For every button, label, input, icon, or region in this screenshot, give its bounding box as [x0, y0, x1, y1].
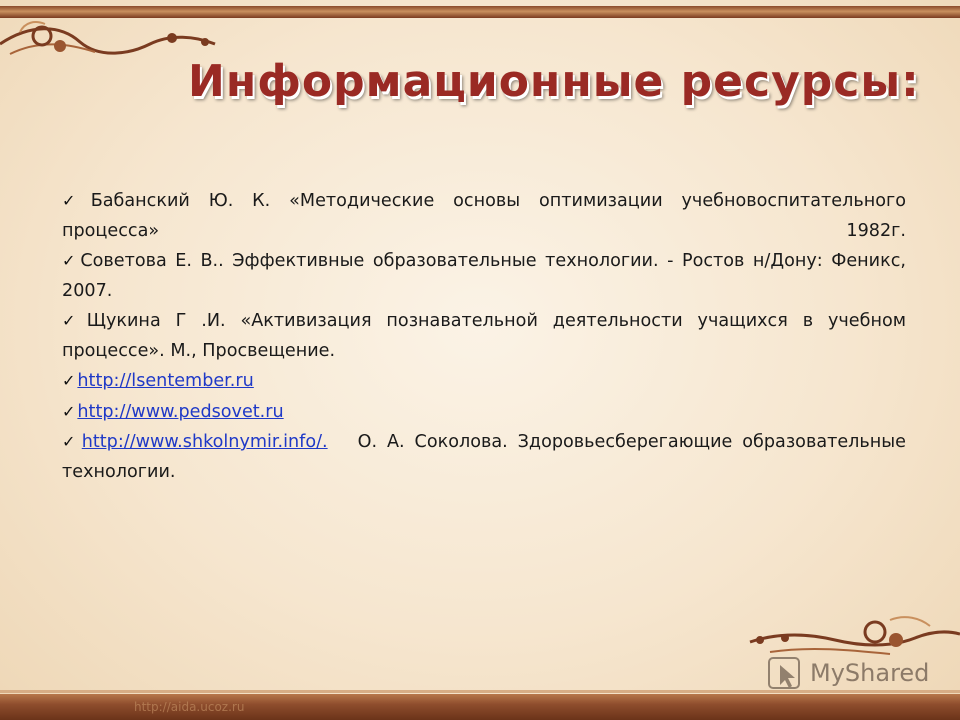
resource-link[interactable]: http://www.pedsovet.ru [77, 401, 284, 422]
checkmark-icon: ✓ [62, 432, 80, 451]
checkmark-icon: ✓ [62, 371, 76, 390]
myshared-logo [766, 655, 936, 695]
resource-link[interactable]: http://www.shkolnymir.info/. [81, 432, 328, 452]
item-text: Советова Е. В.. Эффективные образовательные технологии. - Ростов н/Дону: Феникс, 2007. [62, 251, 907, 301]
list-item [62, 306, 906, 366]
item-text: Бабанский Ю. К. «Методические основы оптимизации учебновоспитательного процесса» 1982г. [62, 191, 906, 241]
list-item [62, 366, 906, 397]
checkmark-icon: ✓ [62, 401, 76, 421]
checkmark-icon: ✓ [62, 191, 89, 210]
list-item [62, 427, 906, 487]
slide-title: Информационные ресурсы: [188, 56, 920, 107]
list-item [62, 186, 906, 246]
checkmark-icon: ✓ [62, 251, 79, 270]
list-item [62, 246, 906, 306]
logo-text: MyShared [810, 659, 930, 687]
resource-list [62, 186, 906, 487]
mouse-pointer-icon [766, 655, 806, 695]
item-text: Щукина Г .И. «Активизация познавательной деятельности учащихся в учебном процессе». М., Просвещение. [62, 311, 907, 361]
checkmark-icon: ✓ [62, 311, 85, 330]
item-text: О. А. Соколова. Здоровьесберегающие образовательные технологии. [62, 432, 907, 482]
resource-link[interactable]: http://lsentember.ru [77, 371, 254, 391]
list-item [62, 397, 906, 428]
watermark: http://aida.ucoz.ru [134, 700, 245, 714]
